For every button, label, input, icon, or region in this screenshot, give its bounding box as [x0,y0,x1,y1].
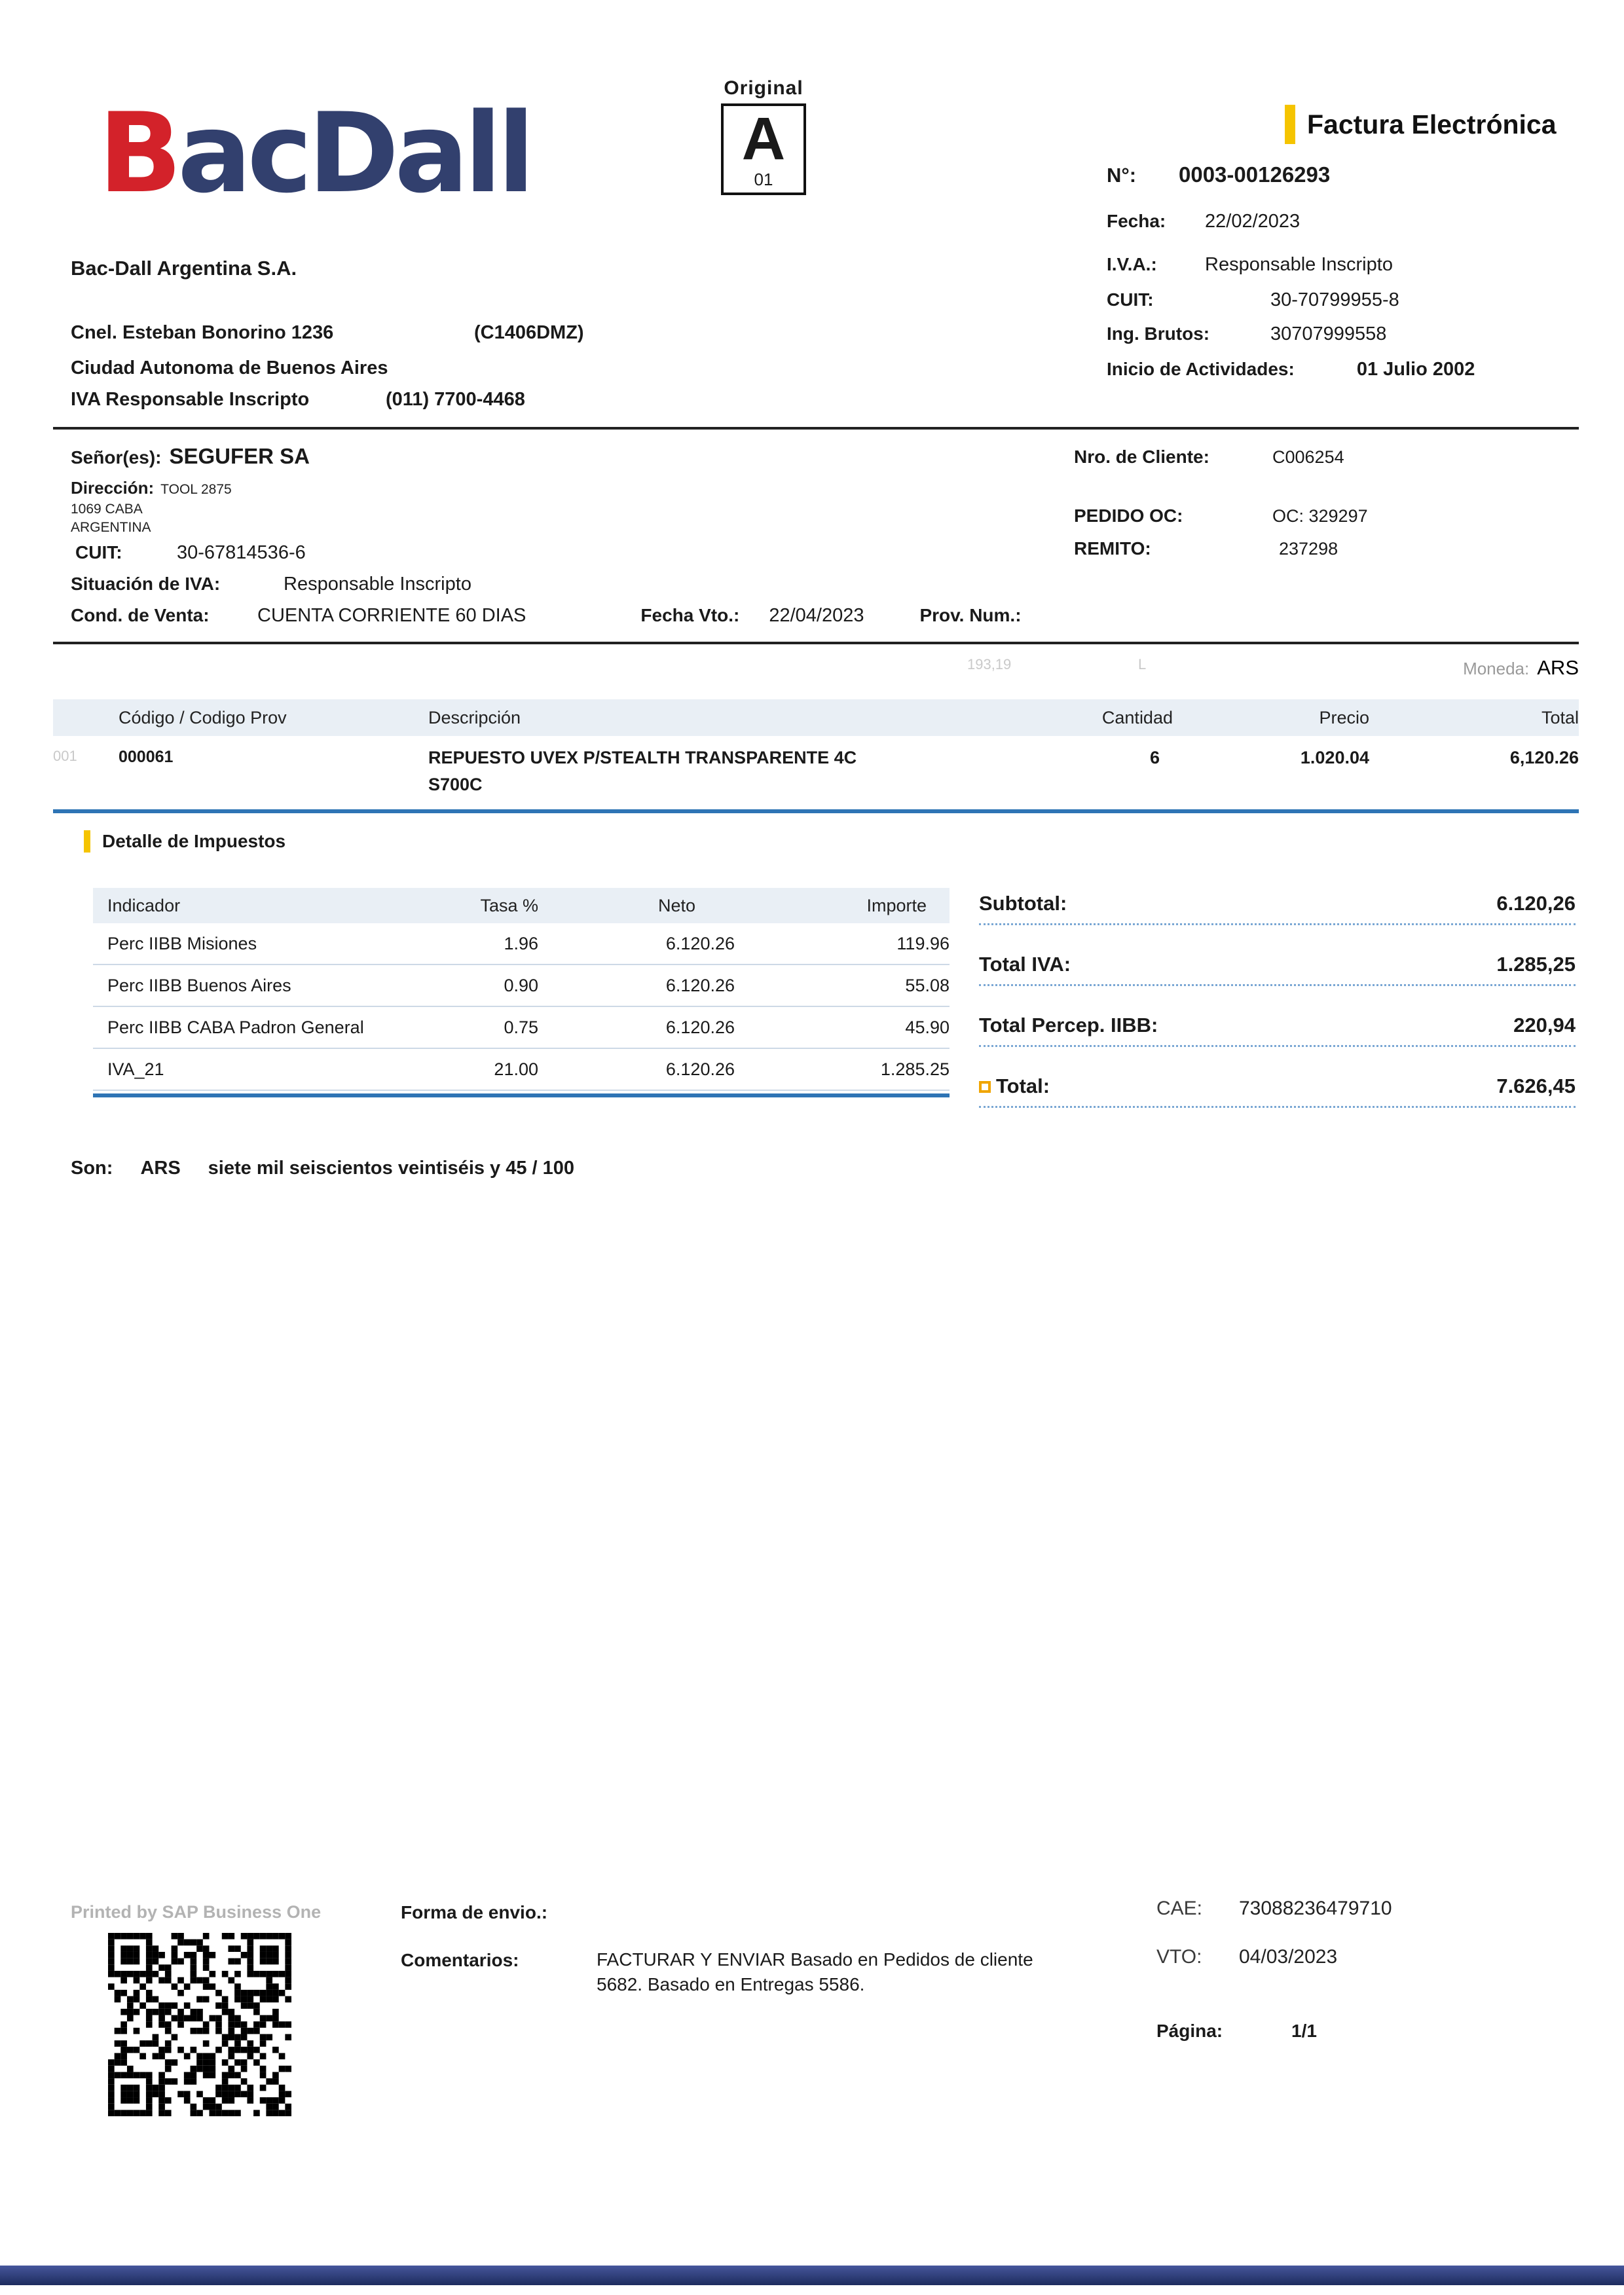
pagina-value: 1/1 [1291,2021,1317,2041]
tax-table-bottom-line [93,1093,950,1097]
currency-code: ARS [1537,656,1579,679]
customer-direccion-label: Dirección: [71,478,155,498]
tax-table-header [93,888,950,923]
invoice-iva-label: I.V.A.: [1107,254,1157,274]
invoice-ing-brutos-row [1107,323,1386,345]
invoice-cuit-row [1107,289,1399,311]
customer-situacion: Responsable Inscripto [284,574,471,595]
invoice-letter-code: 01 [754,169,773,189]
total-label: Total: [996,1074,1050,1097]
invoice-date-label: Fecha: [1107,211,1166,231]
company-city: Ciudad Autonoma de Buenos Aires [71,358,388,378]
total-marker-icon [979,1081,991,1093]
customer-remito: 237298 [1279,539,1338,559]
tax-neto: 6.120.26 [665,975,735,995]
customer-pedido-label: PEDIDO OC: [1074,505,1183,526]
total-row [979,1074,1576,1108]
invoice-date: 22/02/2023 [1205,211,1301,232]
tax-title: Detalle de Impuestos [102,831,286,851]
tax-indicador: Perc IIBB CABA Padron General [107,1017,364,1037]
item-line-no: 001 [53,748,77,764]
item-descripcion-line1: REPUESTO UVEX P/STEALTH TRANSPARENTE 4C [428,748,857,767]
customer-name: SEGUFER SA [169,444,310,468]
customer-situacion-row [71,574,471,595]
tax-row [93,1049,950,1091]
invoice-cuit-label: CUIT: [1107,289,1154,310]
tax-tasa: 0.90 [504,975,538,995]
customer-cuit-label: CUIT: [75,542,122,562]
total-label-wrap [979,1074,1050,1098]
subtotal-value: 6.120,26 [1496,892,1576,915]
original-label: Original [724,77,803,99]
items-table-bottom-line [53,809,1579,813]
items-header-cantidad: Cantidad [1101,707,1173,727]
company-iva-line: IVA Responsable Inscripto [71,389,310,410]
accent-bar-icon [1285,105,1295,144]
invoice-ing-brutos: 30707999558 [1270,323,1387,344]
items-table-header [53,699,1579,736]
customer-nro-cliente-row [1074,447,1344,468]
amount-words-text: siete mil seiscientos veintiséis y 45 / 100 [208,1158,575,1179]
customer-nro-cliente-label: Nro. de Cliente: [1074,447,1209,467]
company-street: Cnel. Esteban Bonorino 1236 [71,322,334,343]
tax-title-block [84,830,286,853]
divider-top [53,427,1579,430]
tax-tasa: 21.00 [494,1059,538,1079]
item-descripcion-line2: S700C [428,775,483,794]
items-table [53,699,1579,813]
pagina-row [1156,2021,1317,2042]
item-precio: 1.020.04 [1300,748,1369,767]
customer-cuit-row [75,542,306,564]
tax-row [93,965,950,1007]
tax-importe: 45.90 [905,1017,950,1037]
comentarios-label: Comentarios: [401,1950,519,1970]
logo-letter-b: B [98,89,178,217]
pagina-label: Página: [1156,2021,1223,2041]
customer-cond-venta-row [71,605,1022,627]
invoice-ing-brutos-label: Ing. Brutos: [1107,323,1210,344]
tax-tasa: 0.75 [504,1017,538,1037]
bottom-bar [0,2266,1624,2285]
customer-fecha-vto-label: Fecha Vto.: [640,605,740,625]
customer-cond-venta-label: Cond. de Venta: [71,605,210,625]
doc-type-block [678,77,849,195]
printed-by-label: Printed by SAP Business One [71,1902,322,1922]
company-phone: (011) 7700-4468 [386,389,525,410]
tax-header-importe: Importe [866,895,927,915]
customer-situacion-label: Situación de IVA: [71,574,221,594]
customer-direccion: TOOL 2875 [160,482,232,497]
forma-envio-label: Forma de envio.: [401,1902,548,1922]
tax-indicador: Perc IIBB Misiones [107,933,257,953]
total-percep-value: 220,94 [1513,1014,1576,1037]
total-percep-row [979,1014,1576,1047]
customer-pedido-row [1074,505,1368,526]
faint-value: 193,19 [967,656,1012,672]
items-header-total: Total [1541,707,1579,727]
tax-importe: 119.96 [896,933,950,953]
tax-neto: 6.120.26 [665,933,735,953]
tax-indicador: IVA_21 [107,1059,164,1079]
cae-label: CAE: [1156,1898,1203,1919]
invoice-number: 0003-00126293 [1179,162,1331,187]
amount-words-row [71,1158,574,1179]
tax-neto: 6.120.26 [665,1059,735,1079]
invoice-inicio-row [1107,359,1475,380]
accent-bar-small-icon [84,830,90,853]
tax-importe: 55.08 [905,975,950,995]
customer-remito-label: REMITO: [1074,538,1151,559]
invoice-iva: Responsable Inscripto [1205,254,1393,275]
items-header-codigo: Código / Codigo Prov [119,707,287,727]
comentarios-value: FACTURAR Y ENVIAR Basado en Pedidos de cliente 5682. Basado en Entregas 5586. [597,1949,1033,1994]
currency-row [1463,656,1579,680]
vto-value: 04/03/2023 [1239,1946,1338,1968]
customer-nro-cliente: C006254 [1272,447,1344,467]
tax-tasa: 1.96 [504,933,538,953]
item-total: 6,120.26 [1509,748,1579,767]
items-header-descripcion: Descripción [428,707,521,727]
item-descripcion [367,748,1022,795]
item-codigo: 000061 [119,748,174,766]
invoice-cuit: 30-70799955-8 [1270,289,1399,310]
qr-code [108,1933,291,2116]
item-cantidad: 6 [1149,748,1160,767]
totals-block [979,892,1576,1135]
tax-header-neto: Neto [657,895,695,915]
cae-row [1156,1898,1392,1920]
customer-address-row [71,478,232,498]
divider-customer [53,642,1579,644]
invoice-title: Factura Electrónica [1307,109,1557,139]
subtotal-row [979,892,1576,925]
items-header-precio: Precio [1319,707,1369,727]
tax-header-indicador: Indicador [107,895,181,915]
customer-senores-label: Señor(es): [71,447,162,468]
customer-address-line3: ARGENTINA [71,520,151,535]
tax-indicador: Perc IIBB Buenos Aires [107,975,291,995]
total-iva-label: Total IVA: [979,953,1071,976]
tax-table [93,888,950,1097]
customer-cuit: 30-67814536-6 [177,542,306,563]
tax-importe: 1.285.25 [880,1059,950,1079]
amount-words-label: Son: [71,1158,113,1179]
invoice-number-label: N°: [1107,164,1137,187]
customer-pedido: OC: 329297 [1272,506,1368,526]
cae-value: 73088236479710 [1239,1898,1392,1919]
invoice-iva-row [1107,254,1393,276]
customer-address-line2: 1069 CABA [71,502,143,517]
invoice-title-block [1285,105,1557,144]
subtotal-label: Subtotal: [979,892,1067,915]
customer-remito-row [1074,538,1338,559]
company-postal: (C1406DMZ) [474,322,584,343]
faint-letter: L [1138,656,1147,672]
vto-row [1156,1946,1337,1968]
invoice-inicio: 01 Julio 2002 [1356,359,1475,380]
company-name: Bac-Dall Argentina S.A. [71,257,297,280]
customer-name-row [71,444,310,469]
total-percep-label: Total Percep. IIBB: [979,1014,1158,1037]
tax-neto: 6.120.26 [665,1017,735,1037]
tax-row [93,923,950,965]
total-value: 7.626,45 [1496,1074,1576,1097]
customer-prov-num-label: Prov. Num.: [919,605,1022,625]
customer-cond-venta: CUENTA CORRIENTE 60 DIAS [257,605,526,626]
customer-fecha-vto: 22/04/2023 [769,605,864,626]
logo-rest: acDall [177,89,531,217]
tax-header-tasa: Tasa % [480,895,538,915]
invoice-letter: A [741,105,786,172]
company-logo [98,89,531,217]
invoice-inicio-label: Inicio de Actividades: [1107,359,1295,379]
currency-label: Moneda: [1463,659,1530,678]
total-iva-value: 1.285,25 [1496,953,1576,976]
invoice-number-row [1107,162,1330,187]
invoice-date-row [1107,211,1300,232]
invoice-letter-box [721,103,806,195]
vto-label: VTO: [1156,1946,1202,1968]
tax-row [93,1007,950,1049]
total-iva-row [979,953,1576,986]
amount-words-currency: ARS [140,1158,181,1179]
item-row [53,736,1579,795]
